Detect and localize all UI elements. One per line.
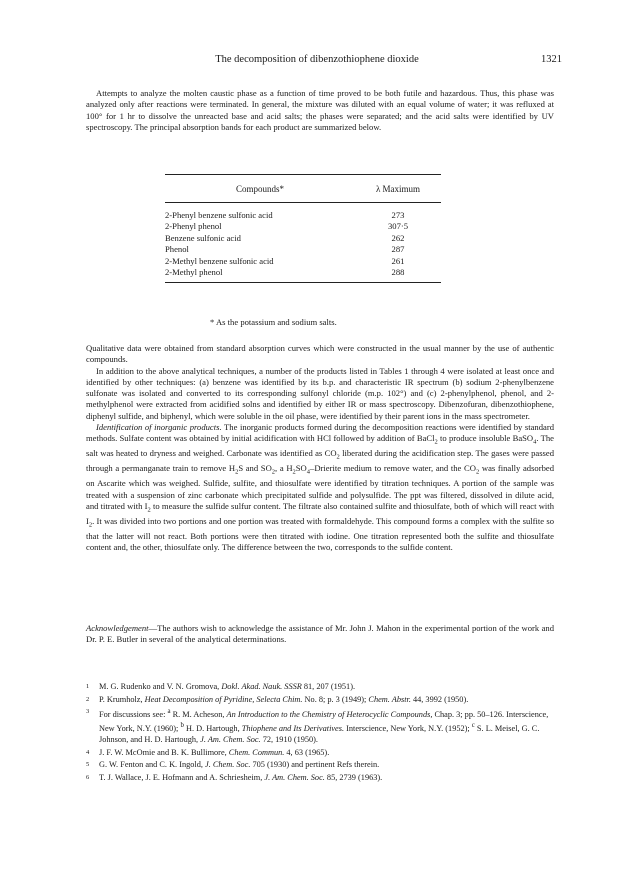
reference-item <box>86 706 554 745</box>
reference-number: 6 <box>86 773 90 781</box>
header-compounds: Compounds* <box>235 184 284 194</box>
absorption-table <box>165 174 441 283</box>
table-row <box>165 221 441 232</box>
max-cell: 287 <box>391 244 405 255</box>
paragraph-1: Attempts to analyze the molten caustic phase as a function of time proved to be both futile and hazardous. Thus, this phase was analyzed only after reactions were terminated. In general, the mixture was diluted with an equal volume of water; it was refluxed at 100° for 1 hr to dissolve the unreacted base and acid salts; the phases were separated; and the acid salts were identified by UV spectroscopy. The principal absorption bands for each product are summarized below. <box>86 88 554 132</box>
reference-text: J. F. W. McOmie and B. K. Bullimore, Chem. Commun. 4, 63 (1965). <box>99 747 330 757</box>
reference-item <box>86 681 554 692</box>
max-cell: 262 <box>391 232 405 243</box>
table-row <box>165 256 441 267</box>
reference-number: 2 <box>86 695 90 703</box>
table-bottom-rule <box>165 282 441 283</box>
max-cell: 288 <box>391 267 405 278</box>
table-body <box>165 203 441 282</box>
reference-text: For discussions see: $^a$ R. M. Acheson, An Introduction to the Chemistry of Heterocyclic Compounds, Chap. 3; pp. 50–126. Interscience, New York, N.Y. (1960); $^b$ H. D. Hartough, Thiophene and Its Derivatives. Interscience, New York, N.Y. (1952); $^c$ S. L. Meisel, G. C. Johnson, and H. D. Hartough, J. Am. Chem. Soc. 72, 1910 (1950). <box>99 708 549 744</box>
page-number: 1321 <box>541 54 562 65</box>
reference-item <box>86 747 554 758</box>
compound-cell: 2-Phenyl phenol <box>165 221 222 232</box>
compound-cell: 2-Phenyl benzene sulfonic acid <box>165 210 273 220</box>
table-row <box>165 233 441 244</box>
section-lead: Identification of inorganic products. <box>96 422 222 433</box>
acknowledgement <box>86 623 554 646</box>
reference-number: 3 <box>86 708 90 716</box>
reference-text: M. G. Rudenko and V. N. Gromova, Dokl. Akad. Nauk. SSSR 81, 207 (1951). <box>99 682 356 691</box>
paragraph-3: In addition to the above analytical techniques, a number of the products listed in Tables 1 through 4 were isolated at least once and identified by other techniques: (a) benzene was identified by its b.p. and characteristic IR spectrum (b) sodium 2-phenylbenzene sulfonate was isolated and converted to its corresponding sulfonyl chloride (m.p. 102°) and (c) 2-phenylphenol, phenol, and 2-methylphenol were extracted from acidified solns and identified by either IR or mass spectroscopy. Dibenzofuran, dibenzothiophene, diphenyl sulfide, and biphenyl, which were soluble in the oil phase, were identified by their parent ions in the mass spectrometer. <box>86 365 554 421</box>
reference-text: T. J. Wallace, J. E. Hofmann and A. Schriesheim, J. Am. Chem. Soc. 85, 2739 (1963). <box>99 772 383 782</box>
reference-item <box>86 759 554 770</box>
compound-cell: 2-Methyl benzene sulfonic acid <box>165 255 274 266</box>
reference-number: 1 <box>86 683 90 690</box>
reference-item <box>86 694 554 705</box>
paragraphs-main <box>86 343 554 554</box>
max-cell: 273 <box>391 210 405 220</box>
paragraph-analysis <box>86 88 554 133</box>
paragraph-2: Qualitative data were obtained from standard absorption curves which were constructed in the usual manner by the use of authentic compounds. <box>86 343 554 365</box>
reference-number: 4 <box>86 748 90 756</box>
compound-cell: Benzene sulfonic acid <box>165 232 241 243</box>
references-list <box>86 681 554 784</box>
table-footnote: * As the potassium and sodium salts. <box>210 317 337 327</box>
table-row <box>165 244 441 255</box>
acknowledgement-text: —The authors wish to acknowledge the assistance of Mr. John J. Mahon in the experimental portion of the work and Dr. P. E. Butler in several of the analytical determinations. <box>86 623 554 645</box>
table-row <box>165 267 441 278</box>
reference-number: 5 <box>86 761 90 769</box>
max-cell: 307·5 <box>387 221 409 232</box>
acknowledgement-lead: Acknowledgement <box>86 623 149 633</box>
compound-cell: Phenol <box>165 244 189 255</box>
reference-text: G. W. Fenton and C. K. Ingold, J. Chem. Soc. 705 (1930) and pertinent Refs therein. <box>99 760 380 770</box>
compound-cell: 2-Methyl phenol <box>165 267 223 278</box>
running-title: The decomposition of dibenzothiophene dioxide <box>215 54 419 65</box>
table-row <box>165 210 441 221</box>
table-header-row <box>165 175 441 202</box>
paragraph-4: Identification of inorganic products. The inorganic products formed during the decomposition reactions were identified by standard methods. Sulfate content was obtained by initial acidification with HCl followed by addition of BaCl$_2$ to produce insoluble BaSO$_4$. The salt was heated to dryness and weighed. Carbonate was identified as $CO_2$ liberated during the acidification step. The gases were passed through a permanganate train to remove $H_2S$ and $SO_2$, a $H_2SO_4$–Drierite medium to remove water, and the $CO_2$ was finally adsorbed on Ascarite which was weighed. Sulfide, sulfite, and thiosulfate were identified by titration techniques. A portion of the sample was treated with a suspension of zinc carbonate which precipitated sulfide and polysulfide. The ppt was filtered, dissolved in dilute acid, and titrated with $I_2$ to measure the sulfide sulfur content. The filtrate also contained sulfite and thiosulfate, both of which will react with $I_2$. It was divided into two portions and one portion was treated with formaldehyde. This compound forms a complex with the sulfite so that the latter will not react. Both portions were then titrated with iodine. One titration represented both the sulfite and thiosulfate content and, the other, thiosulfate only. The difference between the two, corresponds to the sulfide content. <box>86 422 555 553</box>
reference-text: P. Krumholz, Heat Decomposition of Pyridine, Selecta Chim. No. 8; p. 3 (1949); Chem. Abstr. 44, 3992 (1950). <box>99 694 469 704</box>
max-cell: 261 <box>391 255 405 266</box>
reference-item <box>86 772 554 783</box>
header-lambda-max: λ Maximum <box>375 184 421 194</box>
